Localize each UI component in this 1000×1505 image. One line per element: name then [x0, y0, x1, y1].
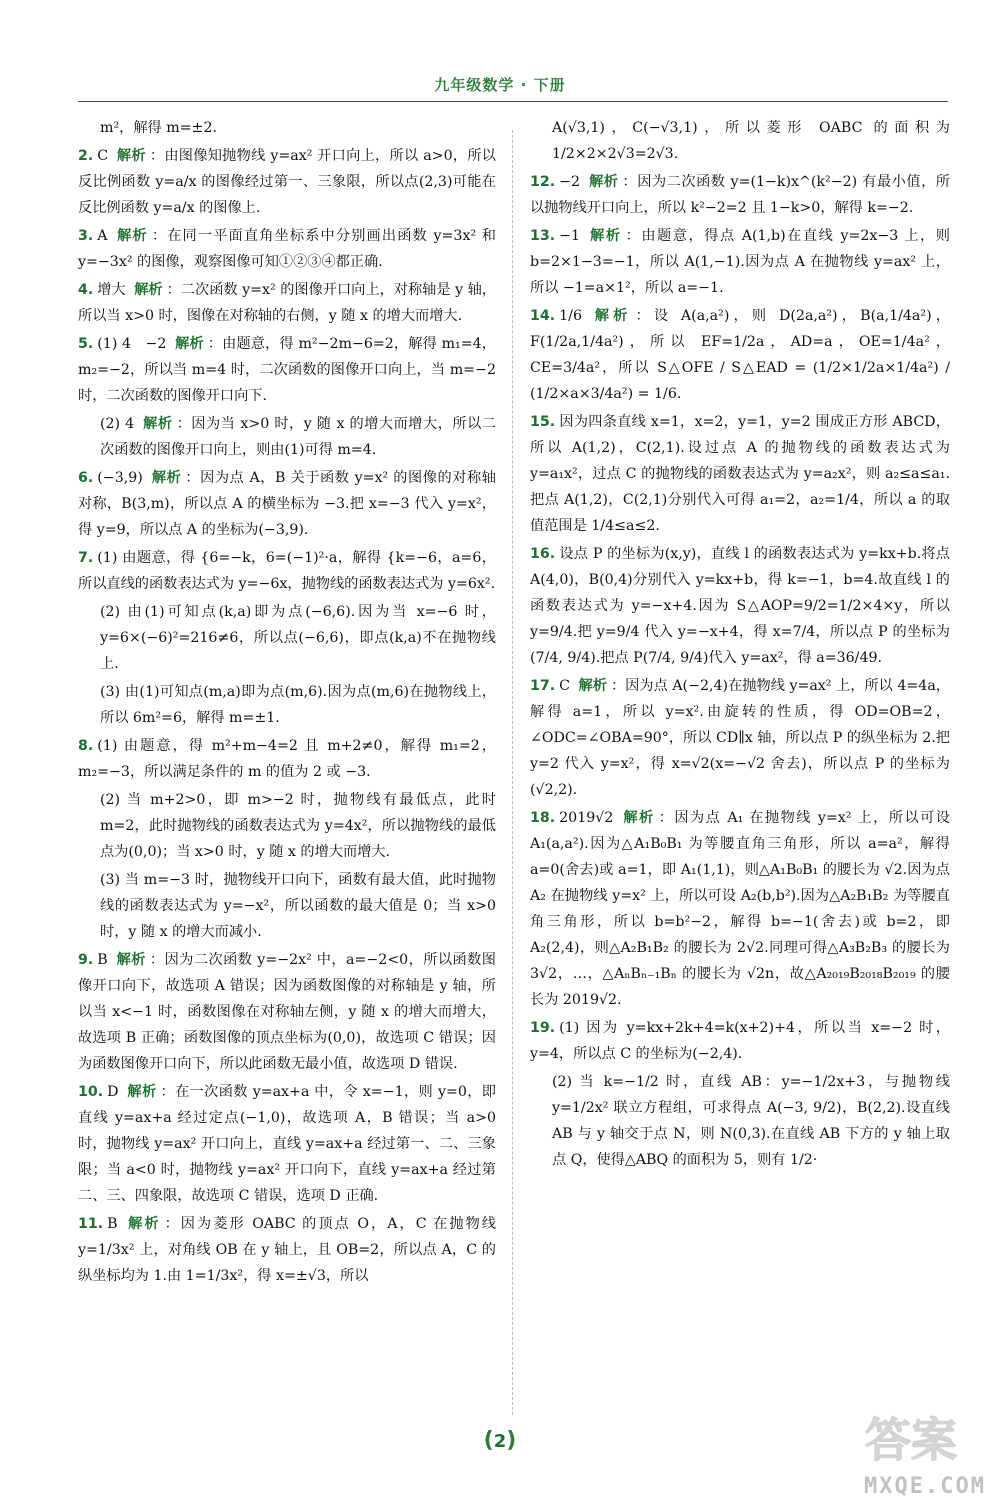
analysis-keyword: 解析 — [175, 336, 204, 352]
item-number: 13. — [530, 228, 556, 244]
analysis-keyword: 解析 — [116, 952, 146, 968]
item-answer: C — [559, 678, 575, 694]
item-text: 设 A(a,a²)，则 D(2a,a²)，B(a,1/4a²)，F(1/2a,1/4a²)，所以 EF=1/2a，AD=a，OE=1/4a²，CE=3/4a²，所以 S△OFE / S△EAD = (1/2×1/2a×1/4a²) / (1/2×a×3/4a²) = 1/6. — [530, 308, 950, 402]
item-text: 二次函数 y=x² 的图像开口向上，对称轴是 y 轴，所以当 x>0 时，图像在对称轴的右侧，y 随 x 的增大而增大. — [78, 282, 496, 324]
colon: ： — [625, 228, 642, 244]
item-number: 4. — [78, 282, 94, 298]
item-text: 因为点 A₁ 在抛物线 y=x² 上，所以可设 A₁(a,a²).因为△A₁B₀B₁ 为等腰直角三角形，所以 a=a²，解得 a=0(舍去)或 a=1，即 A₁(1,1)，则△A₁B₀B₁ 的腰长为 √2.因为点 A₂ 在抛物线 y=x² 上，所以可设 A₂(b,b²).因为△A₂B₁B₂ 为等腰直角三角形，所以 b=b²−2，解得 b=−1(舍去)或 b=2，即 A₂(2,4)，则△A₂B₁B₂ 的腰长为 2√2.同理可得△A₃B₂B₃ 的腰长为 3√2，…，△AₙBₙ₋₁Bₙ 的腰长为 √2n，故△A₂₀₁₉B₂₀₁₈B₂₀₁₉ 的腰长为 2019√2. — [530, 810, 950, 1008]
item-answer: B — [97, 952, 113, 968]
item-text: (1) 因为 y=kx+2k+4=k(x+2)+4，所以当 x=−2 时，y=4，所以点 C 的坐标为(−2,4). — [530, 1020, 950, 1062]
item-text: 由题意，得 m²−2m−6=2，解得 m₁=4，m₂=−2，所以当 m=4 时，二次函数的图像开口向上，当 m=−2 时，二次函数的图像开口向下. — [78, 336, 496, 404]
answer-item — [530, 805, 950, 1013]
item-text: 设点 P 的坐标为(x,y)，直线 l 的函数表达式为 y=kx+b.将点 A(4,0)，B(0,4)分别代入 y=kx+b，得 k=−1，b=4.故直线 l 的函数表达式为 y=−x+4.因为 S△AOP=9/2=1/2×4×y，所以 y=9/4.把 y=9/4 代入 y=−x+4，得 x=7/4，所以点 P 的坐标为(7/4, 9/4).把点 P(7/4, 9/4)代入 y=ax²，得 a=36/49. — [530, 546, 950, 666]
answer-item — [78, 277, 496, 329]
item-number: 19. — [530, 1020, 556, 1036]
item-text: (3) 由(1)可知点(m,a)即为点(m,6).因为点(m,6)在抛物线上，所以 6m²=6，解得 m=±1. — [100, 684, 496, 726]
item-text: (2) 当 m+2>0，即 m>−2 时，抛物线有最低点，此时 m=2，此时抛物线的函数表达式为 y=4x²，所以抛物线的最低点为(0,0)；当 x>0 时，y 随 x 的增大而增大. — [100, 792, 496, 860]
answer-item — [78, 143, 496, 221]
answer-item — [78, 679, 496, 731]
answer-item — [530, 303, 950, 407]
item-text: (1) 由题意，得 m²+m−4=2 且 m+2≠0，解得 m₁=2，m₂=−3，所以满足条件的 m 的值为 2 或 −3. — [78, 738, 496, 780]
item-answer: C — [97, 148, 113, 164]
item-answer: 1/6 — [559, 308, 591, 324]
analysis-keyword: 解析 — [116, 148, 146, 164]
answer-item — [78, 223, 496, 275]
right-bracket-icon: ) — [506, 1428, 517, 1453]
answer-item — [530, 223, 950, 301]
answer-item — [78, 1079, 496, 1209]
header-title: 九年级数学 · 下册 — [434, 76, 566, 94]
left-bracket-icon: ( — [483, 1428, 494, 1453]
item-number: 7. — [78, 550, 94, 566]
item-answer: (−3,9) — [97, 470, 148, 486]
analysis-keyword: 解析 — [589, 174, 619, 190]
right-column — [530, 115, 950, 1175]
item-text: 因为二次函数 y=−2x² 中，a=−2<0，所以函数图像开口向下，故选项 A 错误；因为函数图像的对称轴是 y 轴，所以当 x<−1 时，函数图像在对称轴左侧，y 随 x 的增大而增大，故选项 B 正确；函数图像的顶点坐标为(0,0)，故选项 C 错误；因为函数图像开口向下，所以此函数无最小值，故选项 D 错误. — [78, 952, 496, 1072]
item-number: 18. — [530, 810, 556, 826]
item-number: 14. — [530, 308, 556, 324]
item-answer: D — [107, 1084, 124, 1100]
colon: ： — [164, 1216, 181, 1232]
answer-item — [530, 1069, 950, 1173]
colon: ： — [160, 1084, 176, 1100]
item-answer: −1 — [559, 228, 587, 244]
answer-item — [78, 599, 496, 677]
item-answer: (1) 4 −2 — [97, 336, 172, 352]
item-answer: −2 — [559, 174, 586, 190]
watermark-text: MXQE.COM — [864, 1474, 986, 1499]
colon: ： — [176, 416, 192, 432]
item-text: 因为四条直线 x=1，x=2，y=1，y=2 围成正方形 ABCD，所以 A(1,2)，C(2,1).设过点 A 的抛物线的函数表达式为 y=a₁x²，过点 C 的抛物线的函数表达式为 y=a₂x²，则 a₂≤a≤a₁.把点 A(1,2)，C(2,1)分别代入可得 a₁=2，a₂=1/4，所以 a 的取值范围是 1/4≤a≤2. — [530, 414, 950, 534]
answer-item — [530, 169, 950, 221]
answer-item — [78, 1211, 496, 1289]
item-text: 因为二次函数 y=(1−k)x^(k²−2) 有最小值，所以抛物线开口向上，所以 k²−2=2 且 1−k>0，解得 k=−2. — [530, 174, 950, 216]
analysis-keyword: 解析 — [594, 308, 632, 324]
item-number: 10. — [78, 1084, 104, 1100]
item-answer: 2019√2 — [559, 810, 620, 826]
colon: ： — [610, 678, 626, 694]
answer-item — [530, 1015, 950, 1067]
analysis-keyword: 解析 — [127, 1084, 157, 1100]
item-text: 在同一平面直角坐标系中分别画出函数 y=3x² 和 y=−3x² 的图像，观察图像可知①②③④都正确. — [78, 228, 496, 270]
item-text: 因为点 A(−2,4)在抛物线 y=ax² 上，所以 4=4a，解得 a=1，所以 y=x².由旋转的性质，得 OD=OB=2，∠ODC=∠OBA=90°，所以 CD∥x 轴，所以点 P 的纵坐标为 2.把 y=2 代入 y=x²，得 x=√2(x=−√2 舍去)，所以点 P 的坐标为(√2,2). — [530, 678, 950, 798]
item-answer: (2) 4 — [100, 416, 140, 432]
item-text: 由题意，得点 A(1,b)在直线 y=2x−3 上，则 b=2×1−3=−1，所以 A(1,−1).因为点 A 在抛物线 y=ax² 上，所以 −1=a×1²，所以 a=−1. — [530, 228, 950, 296]
analysis-keyword: 解析 — [143, 416, 173, 432]
colon: ： — [622, 174, 638, 190]
colon: ： — [635, 308, 654, 324]
answer-item — [530, 115, 950, 167]
colon: ： — [166, 282, 181, 298]
colon: ： — [151, 228, 168, 244]
colon: ： — [658, 810, 675, 826]
answer-item — [530, 673, 950, 803]
answer-item — [78, 411, 496, 463]
analysis-keyword: 解析 — [623, 810, 655, 826]
item-text: m²，解得 m=±2. — [100, 120, 217, 136]
item-number: 16. — [530, 546, 556, 562]
item-number: 9. — [78, 952, 94, 968]
answer-item — [78, 545, 496, 597]
item-text: 由图像知抛物线 y=ax² 开口向上，所以 a>0，所以反比例函数 y=a/x 的图像经过第一、三象限，所以点(2,3)可能在反比例函数 y=a/x 的图像上. — [78, 148, 496, 216]
item-number: 3. — [78, 228, 94, 244]
item-number: 8. — [78, 738, 94, 754]
answer-item — [530, 409, 950, 539]
item-number: 12. — [530, 174, 556, 190]
analysis-keyword: 解析 — [590, 228, 622, 244]
colon: ： — [185, 470, 201, 486]
svg-text:答案: 答案 — [865, 1413, 957, 1467]
item-answer: A — [97, 228, 114, 244]
item-text: (1) 由题意，得 {6=−k，6=(−1)²·a，解得 {k=−6，a=6，所以直线的函数表达式为 y=−6x，抛物线的函数表达式为 y=6x². — [78, 550, 496, 592]
answer-item — [78, 331, 496, 409]
analysis-keyword: 解析 — [134, 282, 163, 298]
item-number: 15. — [530, 414, 556, 430]
page-number-value: 2 — [493, 1431, 507, 1452]
item-text: A(√3,1)，C(−√3,1)，所以菱形 OABC 的面积为 1/2×2×2√3=2√3. — [552, 120, 950, 162]
column-divider — [512, 130, 513, 1415]
analysis-keyword: 解析 — [117, 228, 148, 244]
item-text: (2) 由(1)可知点(k,a)即为点(−6,6).因为当 x=−6 时，y=6×(−6)²=216≠6，所以点(−6,6)，即点(k,a)不在抛物线上. — [100, 604, 496, 672]
colon: ： — [149, 952, 165, 968]
item-number: 5. — [78, 336, 94, 352]
header-rule — [78, 101, 948, 102]
left-column — [78, 115, 496, 1291]
page-number — [470, 1428, 530, 1453]
answer-item — [78, 115, 496, 141]
item-text: 因为当 x>0 时，y 随 x 的增大而增大，所以二次函数的图像开口向上，则由(1)可得 m=4. — [100, 416, 496, 458]
item-number: 11. — [78, 1216, 104, 1232]
analysis-keyword: 解析 — [128, 1216, 161, 1232]
item-number: 17. — [530, 678, 556, 694]
item-text: (3) 当 m=−3 时，抛物线开口向下，函数有最大值，此时抛物线的函数表达式为 y=−x²，所以函数的最大值是 0；当 x>0 时，y 随 x 的增大而减小. — [100, 872, 496, 940]
answer-item — [78, 867, 496, 945]
item-number: 6. — [78, 470, 94, 486]
analysis-keyword: 解析 — [578, 678, 607, 694]
item-number: 2. — [78, 148, 94, 164]
colon: ： — [207, 336, 223, 352]
item-text: (2) 当 k=−1/2 时，直线 AB：y=−1/2x+3，与抛物线 y=1/2x² 联立方程组，可求得点 A(−3, 9/2)，B(2,2).设直线 AB 与 y 轴交于点 N，则 N(0,3).在直线 AB 下方的 y 轴上取点 Q，使得△ABQ 的面积为 5，则有 1/2· — [552, 1074, 950, 1168]
page-header — [0, 0, 1000, 102]
item-text: 在一次函数 y=ax+a 中，令 x=−1，则 y=0，即直线 y=ax+a 经过定点(−1,0)，故选项 A，B 错误；当 a>0 时，抛物线 y=ax² 开口向上，直线 y=ax+a 经过第一、二、三象限；当 a<0 时，抛物线 y=ax² 开口向下，直线 y=ax+a 经过第二、三、四象限，故选项 C 错误，选项 D 正确. — [78, 1084, 496, 1204]
item-text: 因为点 A，B 关于函数 y=x² 的图像的对称轴对称，B(3,m)，所以点 A 的横坐标为 −3.把 x=−3 代入 y=x²，得 y=9，所以点 A 的坐标为(−3,9). — [78, 470, 496, 538]
answer-item — [530, 541, 950, 671]
answer-item — [78, 787, 496, 865]
item-text: 因为菱形 OABC 的顶点 O，A，C 在抛物线 y=1/3x² 上，对角线 OB 在 y 轴上，且 OB=2，所以点 A，C 的纵坐标均为 1.由 1=1/3x²，得 x=±√3，所以 — [78, 1216, 496, 1284]
item-answer: B — [107, 1216, 125, 1232]
answer-item — [78, 465, 496, 543]
colon: ： — [149, 148, 165, 164]
answer-item — [78, 733, 496, 785]
analysis-keyword: 解析 — [151, 470, 182, 486]
item-answer: 增大 — [97, 282, 131, 298]
answer-item — [78, 947, 496, 1077]
